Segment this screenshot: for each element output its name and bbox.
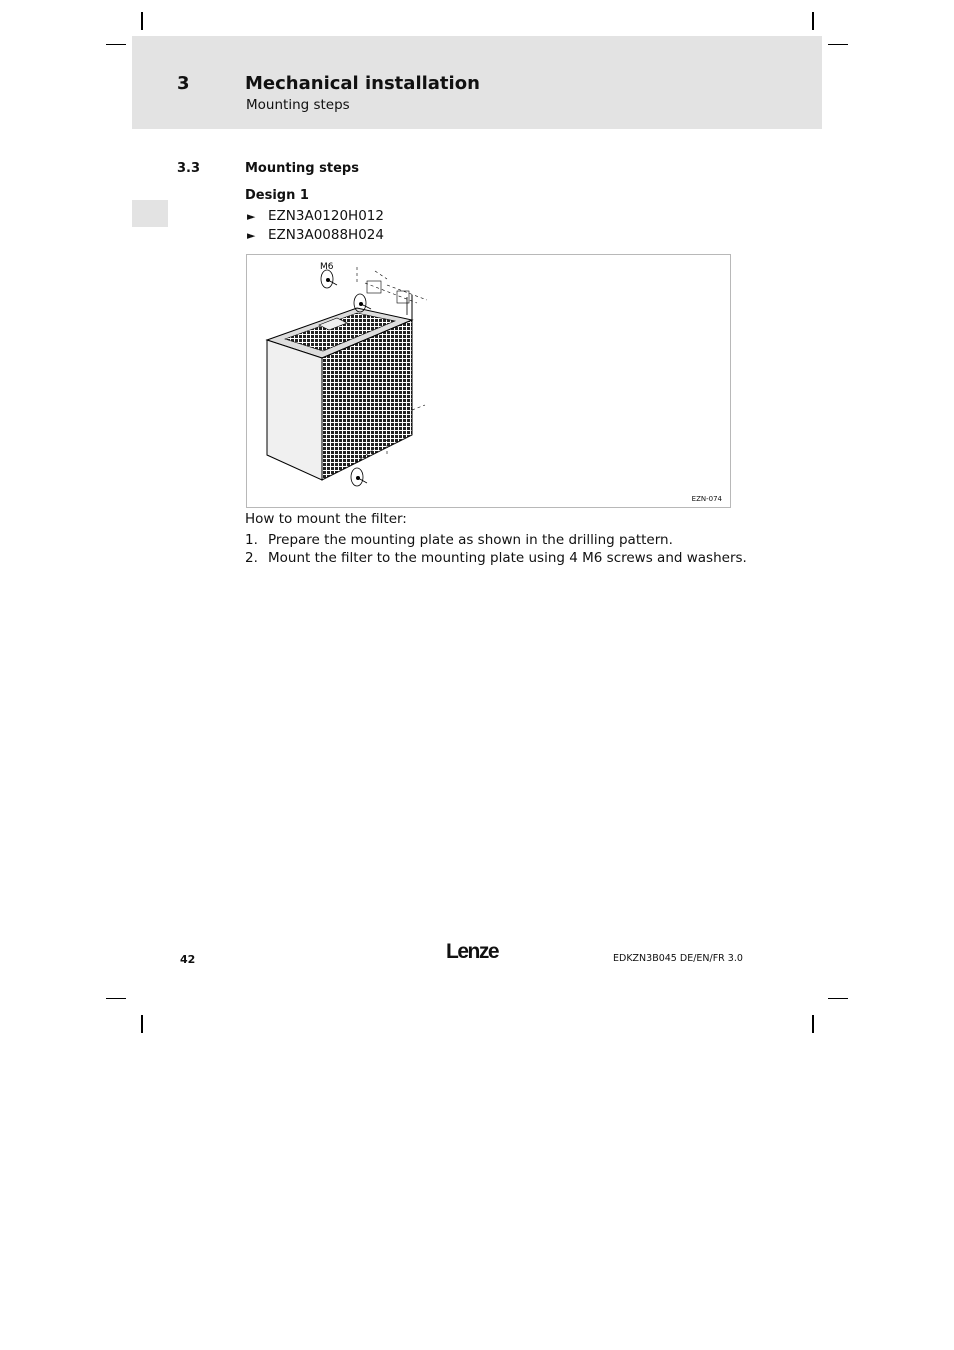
lenze-logo: Lenze (446, 940, 499, 963)
crop-mark (141, 1015, 143, 1033)
design-label: Design 1 (245, 188, 309, 203)
instructions-intro: How to mount the filter: (245, 511, 407, 527)
step-number: 1. (245, 532, 258, 548)
screw-washer-icon (321, 270, 337, 288)
crop-mark (828, 998, 848, 999)
filter-mounting-figure (246, 254, 731, 508)
crop-mark (828, 44, 848, 45)
crop-mark (812, 12, 814, 30)
model-name: EZN3A0120H012 (268, 208, 384, 224)
crop-mark (141, 12, 143, 30)
page-number: 42 (180, 953, 196, 966)
triangle-bullet-icon: ► (247, 210, 256, 223)
section-number: 3.3 (177, 161, 201, 176)
list-item (245, 550, 747, 566)
step-number: 2. (245, 550, 258, 566)
document-code: EDKZN3B045 DE/EN/FR 3.0 (613, 953, 743, 964)
side-tab-marker (132, 200, 168, 227)
chapter-subtitle: Mounting steps (246, 97, 350, 113)
model-name: EZN3A0088H024 (268, 227, 384, 243)
step-text: Prepare the mounting plate as shown in the drilling pattern. (268, 532, 673, 548)
chapter-number: 3 (177, 73, 190, 94)
step-text: Mount the filter to the mounting plate using 4 M6 screws and washers. (268, 550, 747, 566)
list-item (245, 532, 673, 548)
chapter-title: Mechanical installation (245, 73, 480, 94)
crop-mark (106, 44, 126, 45)
triangle-bullet-icon: ► (247, 229, 256, 242)
screw-label: M6 (320, 262, 334, 272)
filter-drawing (247, 255, 732, 509)
screw-washer-icon (351, 468, 367, 486)
crop-mark (106, 998, 126, 999)
list-item (247, 208, 384, 224)
figure-code: EZN-074 (691, 495, 722, 503)
list-item (247, 227, 384, 243)
section-title: Mounting steps (245, 161, 359, 176)
crop-mark (812, 1015, 814, 1033)
